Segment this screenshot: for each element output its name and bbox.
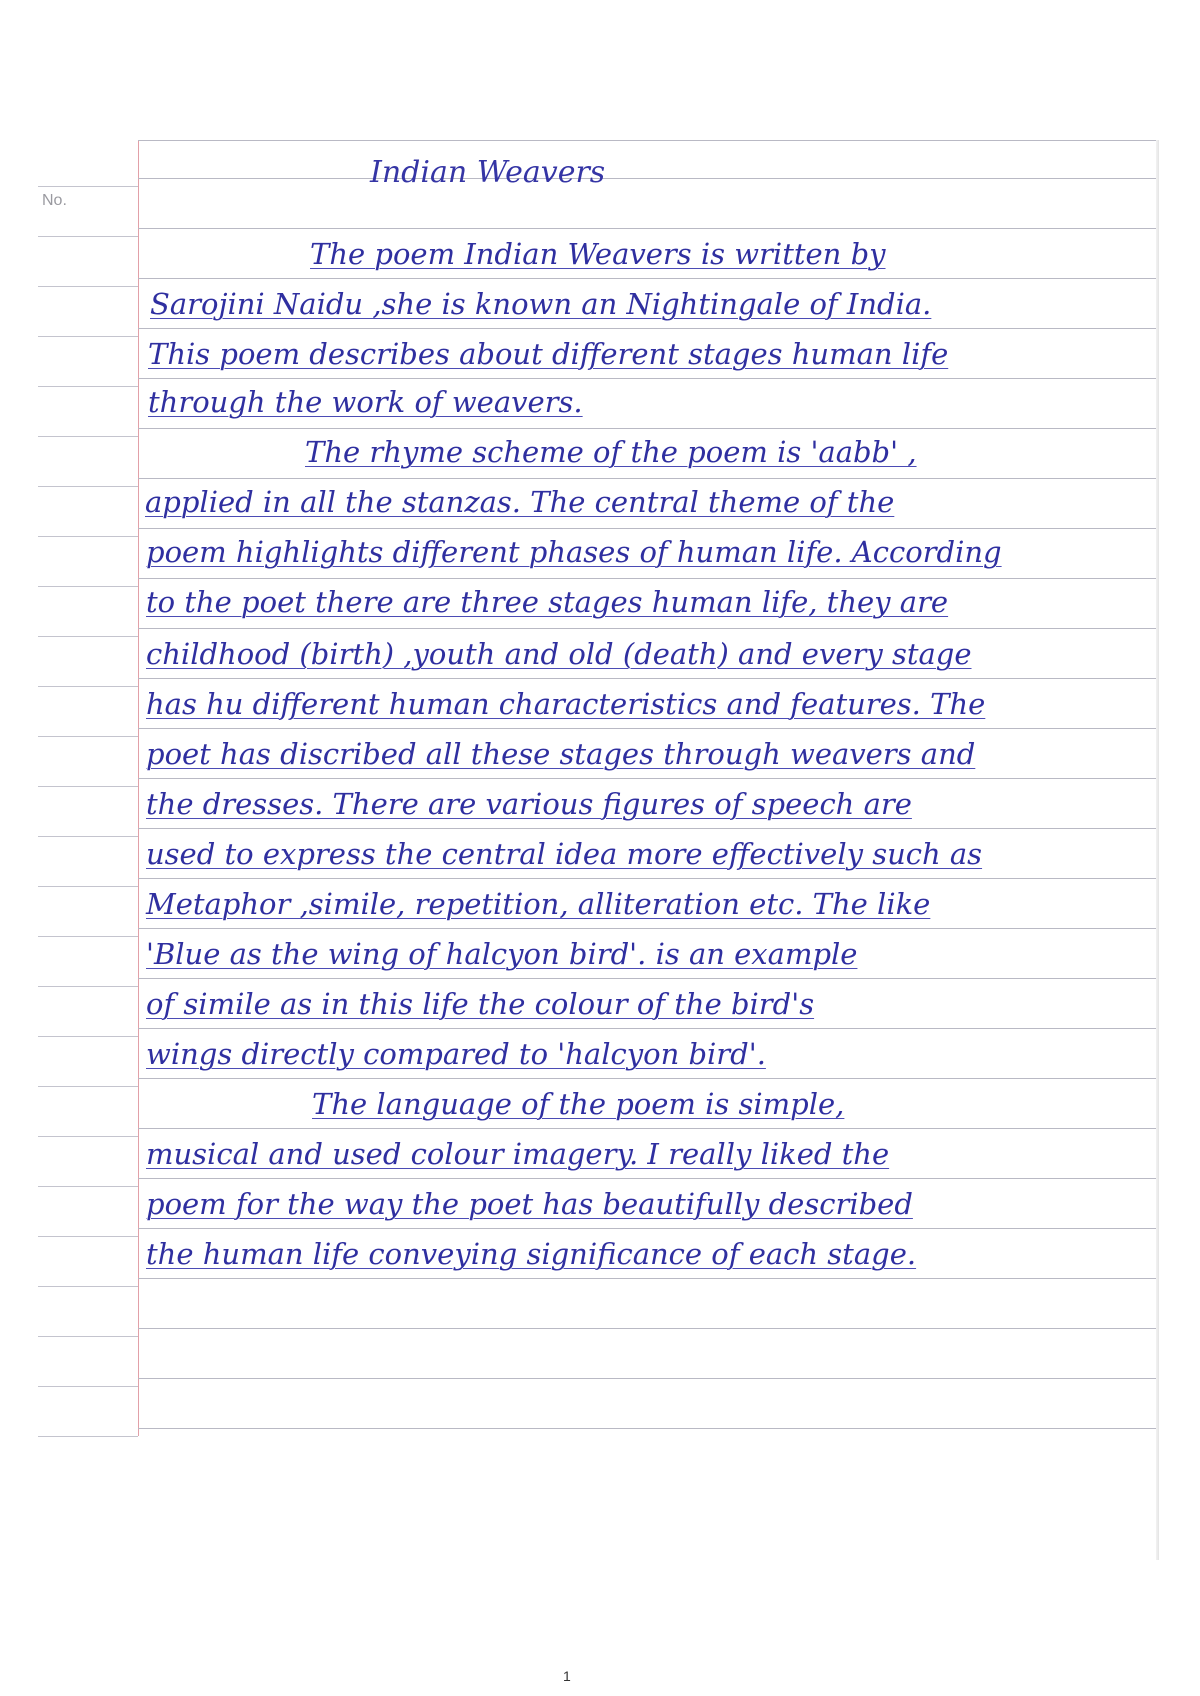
page-edge-shadow xyxy=(1156,140,1159,1560)
ruled-line-margin xyxy=(38,1286,138,1287)
essay-line: The rhyme scheme of the poem is 'aabb' , xyxy=(305,435,917,469)
essay-line: poem highlights different phases of human life. According xyxy=(146,535,1002,569)
ruled-line xyxy=(138,1028,1156,1029)
header-line xyxy=(138,140,1156,141)
ruled-line-margin xyxy=(38,1136,138,1137)
ruled-line-margin xyxy=(38,1386,138,1387)
ruled-line xyxy=(138,1178,1156,1179)
essay-line: used to express the central idea more effectively such as xyxy=(146,837,983,871)
ruled-line-margin xyxy=(38,886,138,887)
ruled-line xyxy=(138,1128,1156,1129)
ruled-line-margin xyxy=(38,1236,138,1237)
ruled-line xyxy=(138,928,1156,929)
essay-line: 'Blue as the wing of halcyon bird'. is an example xyxy=(146,937,858,971)
ruled-line xyxy=(138,828,1156,829)
ruled-line xyxy=(138,478,1156,479)
ruled-line-margin xyxy=(38,1336,138,1337)
ruled-line-margin xyxy=(38,186,138,187)
ruled-line-margin xyxy=(38,1086,138,1087)
ruled-line-margin xyxy=(38,986,138,987)
essay-line: the human life conveying significance of each stage. xyxy=(146,1237,917,1271)
ruled-line-margin xyxy=(38,736,138,737)
essay-line: musical and used colour imagery. I really liked the xyxy=(146,1137,890,1171)
essay-line: poem for the way the poet has beautifully described xyxy=(146,1187,913,1221)
ruled-line xyxy=(138,728,1156,729)
page-number: 1 xyxy=(563,1668,571,1684)
ruled-line xyxy=(138,1328,1156,1329)
ruled-line-margin xyxy=(38,936,138,937)
ruled-line-margin xyxy=(38,1436,138,1437)
ruled-line-margin xyxy=(38,786,138,787)
ruled-line-margin xyxy=(38,336,138,337)
ruled-line xyxy=(138,1428,1156,1429)
ruled-line xyxy=(138,1228,1156,1229)
ruled-line-margin xyxy=(38,486,138,487)
ruled-line-margin xyxy=(38,386,138,387)
essay-line: the dresses. There are various figures of speech are xyxy=(146,787,912,821)
ruled-line-margin xyxy=(38,1186,138,1187)
ruled-line-margin xyxy=(38,686,138,687)
ruled-line-margin xyxy=(38,236,138,237)
essay-line: to the poet there are three stages human life, they are xyxy=(146,585,949,619)
essay-line: Sarojini Naidu ,she is known an Nightingale of India. xyxy=(150,287,932,321)
ruled-line xyxy=(138,228,1156,229)
ruled-line xyxy=(138,378,1156,379)
ruled-line-margin xyxy=(38,1036,138,1037)
ruled-line xyxy=(138,1278,1156,1279)
margin-line xyxy=(138,140,139,1436)
essay-line: applied in all the stanzas. The central theme of the xyxy=(145,485,895,519)
essay-line: The poem Indian Weavers is written by xyxy=(310,237,886,271)
ruled-line xyxy=(138,978,1156,979)
essay-line: Metaphor ,simile, repetition, alliteration etc. The like xyxy=(146,887,931,921)
essay-title: Indian Weavers xyxy=(370,155,606,190)
ruled-line-margin xyxy=(38,586,138,587)
ruled-line xyxy=(138,578,1156,579)
page-no-label: No. xyxy=(42,192,67,209)
ruled-line xyxy=(138,628,1156,629)
ruled-line xyxy=(138,278,1156,279)
ruled-line xyxy=(138,878,1156,879)
essay-line: This poem describes about different stages human life xyxy=(148,337,949,371)
essay-line: childhood (birth) ,youth and old (death) and every stage xyxy=(146,637,972,671)
ruled-line-margin xyxy=(38,286,138,287)
essay-line: has hu different human characteristics and features. The xyxy=(146,687,986,721)
ruled-line-margin xyxy=(38,536,138,537)
essay-line: The language of the poem is simple, xyxy=(312,1087,845,1121)
ruled-line xyxy=(138,1378,1156,1379)
ruled-line xyxy=(138,528,1156,529)
ruled-line xyxy=(138,1078,1156,1079)
essay-line: of simile as in this life the colour of the bird's xyxy=(146,987,815,1021)
ruled-line xyxy=(138,678,1156,679)
essay-line: poet has discribed all these stages through weavers and xyxy=(146,737,976,771)
ruled-line-margin xyxy=(38,836,138,837)
essay-line: through the work of weavers. xyxy=(148,385,583,419)
ruled-line xyxy=(138,428,1156,429)
ruled-line xyxy=(138,178,1156,179)
ruled-line-margin xyxy=(38,636,138,637)
essay-line: wings directly compared to 'halcyon bird'. xyxy=(146,1037,766,1071)
ruled-line xyxy=(138,328,1156,329)
ruled-line-margin xyxy=(38,436,138,437)
ruled-line xyxy=(138,778,1156,779)
